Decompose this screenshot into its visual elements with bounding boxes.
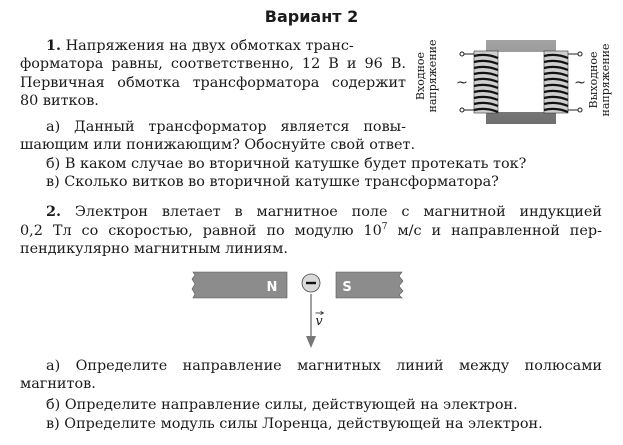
velocity-arrow-head [306,336,316,348]
input-ac-symbol: ~ [456,75,468,91]
task1-number: 1. [46,37,62,54]
output-voltage-label-line-1: Выходное [587,51,600,109]
magnet-figure [190,262,415,352]
task1-line-1 [46,37,406,55]
task1-question-a-line-1: а) Данный трансформатор является повы- [46,119,406,135]
task2-number: 2. [46,203,62,220]
output-voltage-label [588,40,612,120]
north-pole-label: N [266,280,278,295]
task2-question-c: в) Определите модуль силы Лоренца, действующей на электрон. [46,416,543,432]
task2-line-1-text: Электрон влетает в магнитное поле с магнитной индукцией [74,204,602,220]
transformer-figure [440,36,590,130]
task1-question-c: в) Сколько витков во вторичной катушке трансформатора? [46,174,499,190]
task2-exponent: 7 [381,222,388,232]
output-voltage-label-line-2: напряжение [599,43,612,117]
output-ac-symbol: ~ [574,75,586,91]
task1-line-4: 80 витков. [20,93,99,109]
primary-coil [474,51,498,113]
task1-line-1-text: Напряжения на двух обмотках транс- [65,38,354,54]
task1-line-2: форматора равны, соответственно, 12 В и 96 В. [20,56,406,72]
task2-line-2-end: м/с и направленной пер- [387,223,602,239]
input-voltage-label [415,36,439,116]
velocity-label: v [315,314,323,329]
task2-question-b: б) Определите направление силы, действующей на электрон. [46,397,518,413]
secondary-coil [544,51,568,113]
south-pole-label: S [342,280,352,295]
task2-line-2-start: 0,2 Тл со скоростью, равной по модулю 10 [20,223,382,239]
task2-line-1 [46,203,602,221]
input-voltage-label-line-1: Входное [414,51,427,101]
task2-question-a-line-2: магнитов. [20,376,96,392]
input-voltage-label-line-2: напряжение [426,39,439,113]
task2-question-a-line-1: а) Определите направление магнитных линий между полюсами [46,358,602,374]
task2-line-3: пендикулярно магнитным линиям. [20,241,288,257]
task1-question-a-line-2: шающим или понижающим? Обоснуйте свой ответ. [20,137,416,153]
task2-line-2 [20,222,602,240]
task1-question-b: б) В каком случае во вторичной катушке будет протекать ток? [46,156,527,172]
task1-line-3: Первичная обмотка трансформатора содержит [20,75,406,91]
page-title: Вариант 2 [264,7,359,26]
